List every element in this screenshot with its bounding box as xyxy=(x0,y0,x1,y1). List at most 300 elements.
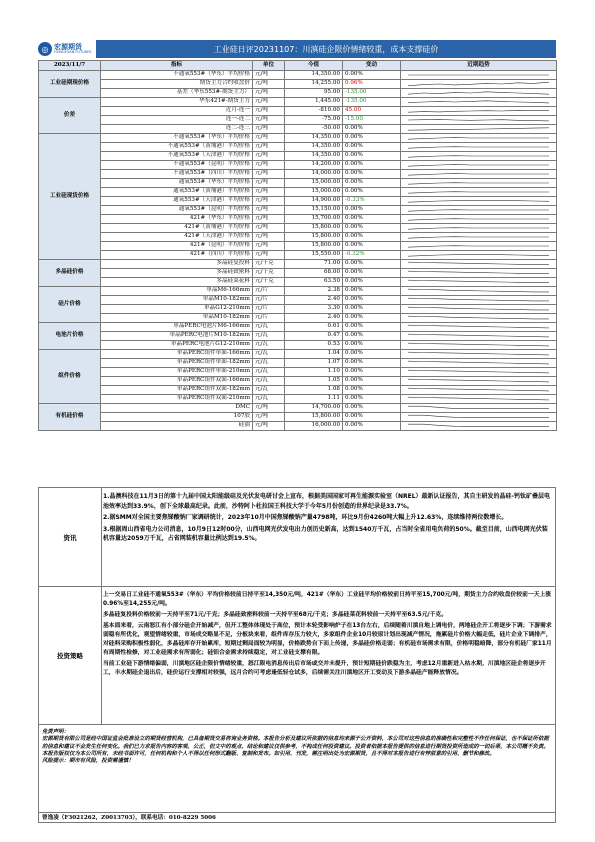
table-row xyxy=(39,413,557,422)
news-item: 3.根据周山西省电力公司消息，10月9日12时00分，山西电网光伏发电出力创历史新高，达到1540万千瓦，占当时全省用电负荷的50%。截至目前，山西电网光伏装机容量达2059万千瓦，占省网装机容量比例达到19.5%。 xyxy=(103,525,548,543)
sparkline-line xyxy=(408,289,549,292)
sparkline xyxy=(403,305,554,313)
logo-english: HONGYUAN FUTURES xyxy=(54,49,92,54)
value-cell: 14,000.00 xyxy=(285,170,343,179)
category-cell: 电池片价格 xyxy=(39,323,101,350)
value-cell: 15,000.00 xyxy=(285,188,343,197)
sparkline-line xyxy=(408,201,549,203)
trend-cell xyxy=(401,206,557,215)
unit-cell: 元/吨 xyxy=(253,422,285,431)
sparkline-line xyxy=(408,156,549,158)
change-cell: 0.00% xyxy=(343,188,401,197)
sparkline xyxy=(403,314,554,322)
indicator-name: 多晶硅致密料 xyxy=(101,269,253,278)
value-cell: -50.00 xyxy=(285,125,343,134)
trend-cell xyxy=(401,395,557,404)
trend-cell xyxy=(401,71,557,80)
unit-cell: 元/吨 xyxy=(253,197,285,206)
change-cell: 0.00% xyxy=(343,260,401,269)
value-cell: 14,200.00 xyxy=(285,161,343,170)
trend-cell xyxy=(401,413,557,422)
table-row xyxy=(39,179,557,188)
disclaimer xyxy=(38,725,556,823)
table-row xyxy=(39,377,557,386)
unit-cell: 元/吨 xyxy=(253,179,285,188)
change-cell: 0.00% xyxy=(343,71,401,80)
unit-cell: 元/吨 xyxy=(253,71,285,80)
trend-cell xyxy=(401,332,557,341)
col-unit: 单位 xyxy=(253,61,285,71)
change-cell: 0.00% xyxy=(343,152,401,161)
category-cell: 有机硅价格 xyxy=(39,404,101,431)
indicator-name: 期货主力合约收盘价 xyxy=(101,80,253,89)
sparkline xyxy=(403,422,554,430)
unit-cell: 元/千克 xyxy=(253,278,285,287)
sparkline-line xyxy=(408,246,549,248)
trend-cell xyxy=(401,386,557,395)
table-row xyxy=(39,323,557,332)
value-cell: 0.47 xyxy=(285,332,343,341)
indicator-name: 421#（华东）平均价格 xyxy=(101,215,253,224)
value-cell: 1.04 xyxy=(285,350,343,359)
value-cell: 71.00 xyxy=(285,260,343,269)
indicator-name: 通氧553#（华东）平均价格 xyxy=(101,179,253,188)
table-row xyxy=(39,296,557,305)
logo-name: 宏源期货 xyxy=(54,42,82,51)
sparkline xyxy=(403,233,554,241)
change-cell: 0.00% xyxy=(343,395,401,404)
value-cell: 14,350.00 xyxy=(285,152,343,161)
unit-cell: 元/瓦 xyxy=(253,395,285,404)
sparkline xyxy=(403,386,554,394)
sparkline-line xyxy=(408,388,549,391)
sparkline-line xyxy=(408,210,549,212)
table-row xyxy=(39,242,557,251)
unit-cell: 元/吨 xyxy=(253,116,285,125)
sparkline-line xyxy=(408,316,549,319)
sparkline xyxy=(403,116,554,124)
category-cell: 多晶硅价格 xyxy=(39,260,101,287)
table-row xyxy=(39,215,557,224)
sparkline xyxy=(403,278,554,286)
sparkline xyxy=(403,404,554,412)
trend-cell xyxy=(401,197,557,206)
sparkline xyxy=(403,377,554,385)
news-section xyxy=(38,487,556,587)
sparkline xyxy=(403,269,554,277)
value-cell: 1.07 xyxy=(285,359,343,368)
unit-cell: 元/吨 xyxy=(253,215,285,224)
category-cell: 工业硅期现价格 xyxy=(39,71,101,98)
sparkline xyxy=(403,287,554,295)
table-row xyxy=(39,89,557,98)
trend-cell xyxy=(401,251,557,260)
unit-cell: 元/吨 xyxy=(253,161,285,170)
change-cell: 0.00% xyxy=(343,359,401,368)
indicator-name: 单晶G12-210mm xyxy=(101,305,253,314)
value-cell: 15,150.00 xyxy=(285,206,343,215)
sparkline-line xyxy=(408,228,549,230)
sparkline-line xyxy=(408,334,549,337)
indicator-name: 通氧553#（黄埔港）平均价格 xyxy=(101,188,253,197)
table-row xyxy=(39,395,557,404)
trend-cell xyxy=(401,152,557,161)
unit-cell: 元/吨 xyxy=(253,251,285,260)
indicator-name: 单晶M10-182mm xyxy=(101,314,253,323)
indicator-name: 基差（华东553#-期货主力） xyxy=(101,89,253,98)
trend-cell xyxy=(401,260,557,269)
value-cell: 63.50 xyxy=(285,278,343,287)
change-cell: 0.00% xyxy=(343,143,401,152)
table-row xyxy=(39,170,557,179)
unit-cell: 元/瓦 xyxy=(253,368,285,377)
sparkline-line xyxy=(408,119,549,121)
table-row xyxy=(39,422,557,431)
category-cell: 价差 xyxy=(39,98,101,134)
table-row xyxy=(39,134,557,143)
value-cell: 14,700.00 xyxy=(285,404,343,413)
company-logo xyxy=(38,40,92,58)
trend-cell xyxy=(401,125,557,134)
unit-cell: 元/片 xyxy=(253,314,285,323)
change-cell: 0.00% xyxy=(343,323,401,332)
table-row xyxy=(39,107,557,116)
trend-cell xyxy=(401,377,557,386)
unit-cell: 元/吨 xyxy=(253,80,285,89)
indicator-name: 单晶PERC组件双面-210mm xyxy=(101,395,253,404)
sparkline-line xyxy=(408,262,549,264)
value-cell: 1.05 xyxy=(285,377,343,386)
sparkline xyxy=(403,341,554,349)
table-row xyxy=(39,269,557,278)
value-cell: 3.30 xyxy=(285,305,343,314)
sparkline-line xyxy=(408,237,549,239)
unit-cell: 元/吨 xyxy=(253,188,285,197)
sparkline xyxy=(403,143,554,151)
change-cell: 0.00% xyxy=(343,296,401,305)
sparkline-line xyxy=(408,92,549,94)
indicator-name: 单晶M10-182mm xyxy=(101,296,253,305)
change-cell: 0.96% xyxy=(343,80,401,89)
trend-cell xyxy=(401,341,557,350)
sparkline xyxy=(403,80,554,88)
change-cell: 0.00% xyxy=(343,413,401,422)
trend-cell xyxy=(401,170,557,179)
unit-cell: 元/吨 xyxy=(253,125,285,134)
trend-cell xyxy=(401,323,557,332)
sparkline xyxy=(403,323,554,331)
price-table xyxy=(38,60,557,431)
table-row xyxy=(39,143,557,152)
indicator-name: 单晶PERC组件双面-182mm xyxy=(101,386,253,395)
sparkline-line xyxy=(408,370,549,373)
change-cell: 45.00 xyxy=(343,107,401,116)
change-cell: 0.00% xyxy=(343,125,401,134)
sparkline xyxy=(403,296,554,304)
risk-warning: 风险提示：期市有风险，投资需谨慎！ xyxy=(42,758,134,765)
strategy-content xyxy=(103,591,552,680)
sparkline xyxy=(403,350,554,358)
change-cell: 0.00% xyxy=(343,242,401,251)
change-cell: 0.00% xyxy=(343,179,401,188)
value-cell: 1.08 xyxy=(285,386,343,395)
sparkline xyxy=(403,242,554,250)
sparkline-line xyxy=(408,325,549,328)
sparkline xyxy=(403,251,554,259)
strategy-paragraph: 当前工业硅下游情绪偏弱，川滇地区硅企限价情绪较重，怒江限电消息传出后市场或交并未提升，预计短期硅价跌稳为主，考虑12月重新进入枯水期，川滇地区硅企将逐步开工，丰水期硅企退出后，硅价运行支撑相对较强，远月合约可考虑逢低轻仓试多，后续需关注川滇地区开工变动及下游多晶硅产能释放情况。 xyxy=(103,661,546,676)
trend-cell xyxy=(401,359,557,368)
sparkline xyxy=(403,413,554,421)
trend-cell xyxy=(401,404,557,413)
trend-cell xyxy=(401,116,557,125)
trend-cell xyxy=(401,215,557,224)
logo-icon: ◎ xyxy=(38,42,52,56)
col-trend: 近期趋势 xyxy=(401,61,557,71)
unit-cell: 元/千克 xyxy=(253,260,285,269)
table-row xyxy=(39,404,557,413)
strategy-section xyxy=(38,587,556,725)
indicator-name: 不通氧553#（华东）平均价格 xyxy=(101,134,253,143)
category-cell: 硅片价格 xyxy=(39,287,101,323)
change-cell: 0.00% xyxy=(343,269,401,278)
table-row xyxy=(39,197,557,206)
table-row xyxy=(39,368,557,377)
indicator-name: 单晶PERC组件单面-166mm xyxy=(101,350,253,359)
change-cell: 0.00% xyxy=(343,170,401,179)
indicator-name: 单晶PERC电池片G12-210mm xyxy=(101,341,253,350)
indicator-name: 通氧553#（天津港）平均价格 xyxy=(101,197,253,206)
disclaimer-title: 免责声明： xyxy=(42,729,69,735)
table-row xyxy=(39,161,557,170)
indicator-name: 421#（黄埔港）平均价格 xyxy=(101,224,253,233)
indicator-name: 421#（昆明）平均价格 xyxy=(101,242,253,251)
unit-cell: 元/瓦 xyxy=(253,323,285,332)
table-row xyxy=(39,359,557,368)
change-cell: -0.33% xyxy=(343,197,401,206)
unit-cell: 元/千克 xyxy=(253,269,285,278)
unit-cell: 元/吨 xyxy=(253,413,285,422)
sparkline-line xyxy=(408,183,549,185)
trend-cell xyxy=(401,89,557,98)
unit-cell: 元/片 xyxy=(253,287,285,296)
value-cell: 0.53 xyxy=(285,341,343,350)
sparkline-line xyxy=(408,164,549,166)
disclaimer-text: 宏源期货有限公司是经中国证监会批准设立的期货经营机构，已具备期货交易咨询业务资格。本报告分析及建议所依据的信息均来源于公开资料，本公司对这些信息的准确性和完整性不作任何保证，也不保证所依据的信息和建议不会发生任何变化。我们已力求报告内容的客观、公正，但文中的观点、结论和建议仅供参考，不构成任何投资建议。投资者依据本报告提供的信息进行期货投资所造成的一切后果，本公司概不负责。本报告版权仅为本公司所有，未经书面许可，任何机构和个人不得以任何形式翻版、复制和发布。如引用、刊发，需注明出处为宏源期货，且不得对本报告进行有悖原意的引用、删节和修改。 xyxy=(42,736,549,757)
value-cell: -75.00 xyxy=(285,116,343,125)
sparkline-line xyxy=(408,379,549,382)
trend-cell xyxy=(401,350,557,359)
strategy-paragraph: 多晶硅复投料价格较前一天持平至71元/千克；多晶硅致密料较前一天持平至68元/千克；多晶硅菜花料较前一天持平至63.5元/千克。 xyxy=(103,612,448,618)
sparkline-line xyxy=(408,128,549,130)
news-content xyxy=(103,492,552,546)
value-cell: 0.61 xyxy=(285,323,343,332)
sparkline-line xyxy=(408,361,549,364)
indicator-name: DMC xyxy=(101,404,253,413)
change-cell: 0.00% xyxy=(343,278,401,287)
indicator-name: 421#（四川）平均价格 xyxy=(101,251,253,260)
sparkline xyxy=(403,206,554,214)
table-row xyxy=(39,188,557,197)
unit-cell: 元/吨 xyxy=(253,143,285,152)
value-cell: 1,445.00 xyxy=(285,98,343,107)
sparkline-line xyxy=(408,82,549,86)
value-cell: 14,255.00 xyxy=(285,80,343,89)
sparkline xyxy=(403,98,554,106)
sparkline xyxy=(403,107,554,115)
trend-cell xyxy=(401,107,557,116)
indicator-name: 不通氧553#（四川）平均价格 xyxy=(101,170,253,179)
change-cell: 0.00% xyxy=(343,215,401,224)
trend-cell xyxy=(401,233,557,242)
sparkline xyxy=(403,332,554,340)
col-date: 2023/11/7 xyxy=(39,61,101,71)
value-cell: 1.10 xyxy=(285,368,343,377)
change-cell: 0.00% xyxy=(343,224,401,233)
table-header-row xyxy=(39,61,557,71)
change-cell: 0.00% xyxy=(343,377,401,386)
table-row xyxy=(39,287,557,296)
change-cell: 0.00% xyxy=(343,287,401,296)
unit-cell: 元/瓦 xyxy=(253,350,285,359)
sparkline xyxy=(403,161,554,169)
unit-cell: 元/吨 xyxy=(253,224,285,233)
indicator-name: 单晶PERC组件单面-182mm xyxy=(101,359,253,368)
trend-cell xyxy=(401,314,557,323)
trend-cell xyxy=(401,368,557,377)
analyst-contact: 曾逸凌（F3021262，Z0013703），联系电话：010-8229 5006 xyxy=(39,812,555,822)
sparkline-line xyxy=(408,137,549,139)
indicator-name: 连一-连二 xyxy=(101,116,253,125)
table-row xyxy=(39,260,557,269)
unit-cell: 元/吨 xyxy=(253,206,285,215)
table-row xyxy=(39,206,557,215)
indicator-name: 华东421#-期货主力 xyxy=(101,98,253,107)
table-row xyxy=(39,125,557,134)
table-row xyxy=(39,233,557,242)
value-cell: 14,350.00 xyxy=(285,71,343,80)
news-item: 1.晶澳科技在11月3日的第十九届中国太阳能级硅及光伏发电研讨会上宣布，根据美国国家可再生能源实验室（NREL）最新认证报告，其自主研发的晶硅-钙钛矿叠层电池效率达到33.9%，创下全球最高纪录。此前，沙特阿卜杜拉国王科技大学于今年5月份创造的世界纪录是33.7%。 xyxy=(103,493,551,510)
sparkline-line xyxy=(408,397,549,400)
unit-cell: 元/瓦 xyxy=(253,386,285,395)
value-cell: 15,800.00 xyxy=(285,413,343,422)
sparkline xyxy=(403,260,554,268)
trend-cell xyxy=(401,179,557,188)
unit-cell: 元/瓦 xyxy=(253,377,285,386)
indicator-name: 107胶 xyxy=(101,413,253,422)
sparkline-line xyxy=(408,110,549,112)
value-cell: 14,900.00 xyxy=(285,197,343,206)
indicator-name: 多晶硅菜花料 xyxy=(101,278,253,287)
indicator-name: 单晶PERC组件双面-166mm xyxy=(101,377,253,386)
sparkline xyxy=(403,89,554,97)
news-label: 资讯 xyxy=(39,488,102,586)
change-cell: 0.00% xyxy=(343,386,401,395)
value-cell: 68.00 xyxy=(285,269,343,278)
indicator-name: 不通氧553#（昆明）平均价格 xyxy=(101,161,253,170)
trend-cell xyxy=(401,161,557,170)
sparkline-line xyxy=(408,343,549,346)
sparkline xyxy=(403,179,554,187)
trend-cell xyxy=(401,98,557,107)
col-change: 变动 xyxy=(343,61,401,71)
sparkline-line xyxy=(408,101,549,103)
sparkline xyxy=(403,359,554,367)
change-cell: -135.00 xyxy=(343,89,401,98)
indicator-name: 不通氧553#（天津港）平均价格 xyxy=(101,152,253,161)
value-cell: 15,800.00 xyxy=(285,242,343,251)
category-cell: 工业硅现货价格 xyxy=(39,134,101,260)
table-row xyxy=(39,152,557,161)
value-cell: 15,550.00 xyxy=(285,251,343,260)
trend-cell xyxy=(401,143,557,152)
table-row xyxy=(39,314,557,323)
sparkline-line xyxy=(408,352,549,355)
sparkline-line xyxy=(408,424,549,426)
trend-cell xyxy=(401,134,557,143)
indicator-name: 多晶硅复投料 xyxy=(101,260,253,269)
sparkline-line xyxy=(408,173,549,175)
value-cell: 14,350.00 xyxy=(285,143,343,152)
table-row xyxy=(39,71,557,80)
sparkline-line xyxy=(408,406,549,408)
table-row xyxy=(39,224,557,233)
change-cell: 0.00% xyxy=(343,350,401,359)
table-row xyxy=(39,251,557,260)
change-cell: 0.00% xyxy=(343,233,401,242)
value-cell: 16,000.00 xyxy=(285,422,343,431)
change-cell: 0.00% xyxy=(343,314,401,323)
sparkline xyxy=(403,197,554,205)
news-item: 2.据SMM对全国主要焦锑酸钠厂家调研统计，2023年10月中国焦锑酸钠产量4798吨，环比9月份4260吨大幅上升12.63%，连续维持两位数增长。 xyxy=(103,514,508,522)
trend-cell xyxy=(401,278,557,287)
sparkline-line xyxy=(408,298,549,301)
trend-cell xyxy=(401,242,557,251)
value-cell: 2.38 xyxy=(285,287,343,296)
sparkline-line xyxy=(408,415,549,417)
change-cell: 0.00% xyxy=(343,206,401,215)
indicator-name: 近月-连一 xyxy=(101,107,253,116)
change-cell: -0.32% xyxy=(343,251,401,260)
change-cell: 0.00% xyxy=(343,332,401,341)
unit-cell: 元/吨 xyxy=(253,152,285,161)
unit-cell: 元/吨 xyxy=(253,404,285,413)
indicator-name: 单晶PERC组件单面-210mm xyxy=(101,368,253,377)
indicator-name: 421#（天津港）平均价格 xyxy=(101,233,253,242)
unit-cell: 元/吨 xyxy=(253,98,285,107)
unit-cell: 元/吨 xyxy=(253,170,285,179)
indicator-name: 硅油 xyxy=(101,422,253,431)
trend-cell xyxy=(401,422,557,431)
report-header xyxy=(38,40,556,58)
unit-cell: 元/吨 xyxy=(253,134,285,143)
unit-cell: 元/吨 xyxy=(253,107,285,116)
value-cell: -810.00 xyxy=(285,107,343,116)
indicator-name: 不通氧553#（华东）平均价格 xyxy=(101,71,253,80)
indicator-name: 单晶PERC电池片M6-166mm xyxy=(101,323,253,332)
trend-cell xyxy=(401,269,557,278)
sparkline xyxy=(403,125,554,133)
category-cell: 组件价格 xyxy=(39,350,101,404)
sparkline xyxy=(403,224,554,232)
change-cell: -15.00 xyxy=(343,116,401,125)
strategy-label: 投资策略 xyxy=(39,587,102,724)
trend-cell xyxy=(401,305,557,314)
unit-cell: 元/瓦 xyxy=(253,332,285,341)
unit-cell: 元/片 xyxy=(253,305,285,314)
change-cell: 0.00% xyxy=(343,368,401,377)
unit-cell: 元/瓦 xyxy=(253,341,285,350)
value-cell: 1.11 xyxy=(285,395,343,404)
